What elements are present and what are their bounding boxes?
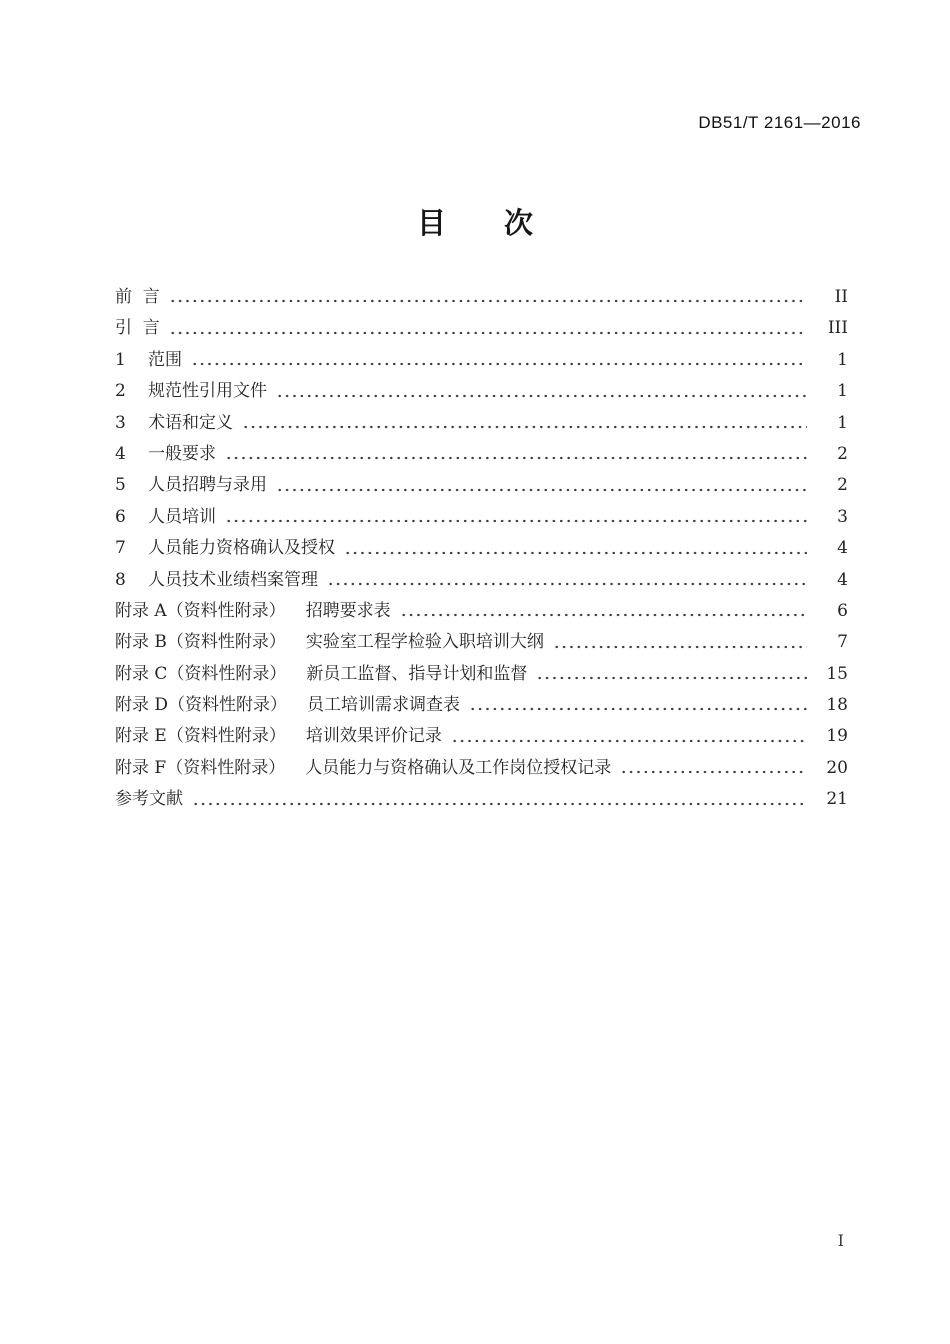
toc-entry — [115, 627, 848, 658]
toc-entry-title: 前 言 — [115, 287, 160, 307]
dot-leader — [169, 282, 807, 313]
toc-entry-page: 2 — [837, 443, 848, 464]
toc-entry — [115, 345, 848, 376]
toc-entry-page: 4 — [837, 538, 848, 559]
toc-entry-title: 规范性引用文件 — [148, 381, 267, 402]
toc-entry-page: 7 — [837, 632, 848, 653]
dot-leader — [225, 502, 807, 533]
toc-entry-title: 一般要求 — [148, 443, 216, 464]
toc-entry-title: 新员工监督、指导计划和监督 — [306, 663, 528, 684]
toc-entry — [115, 282, 848, 313]
toc-entry-page: 4 — [837, 569, 848, 590]
toc-entry-title: 人员能力资格确认及授权 — [148, 538, 335, 559]
toc-entry — [115, 439, 848, 470]
dot-leader — [620, 753, 807, 784]
dot-leader — [276, 376, 807, 407]
toc-entry-page: 20 — [826, 757, 848, 778]
toc-entry — [115, 533, 848, 564]
footer-page-number: I — [837, 1231, 844, 1250]
toc-entry-page: III — [827, 318, 848, 339]
toc-entry — [115, 565, 848, 596]
toc-entry-title: 术语和定义 — [148, 412, 233, 433]
dot-leader — [242, 408, 807, 439]
toc-entry-title: 招聘要求表 — [305, 600, 391, 621]
dot-leader — [553, 627, 807, 658]
dot-leader — [536, 659, 807, 690]
toc-entry-number: 附录 A（资料性附录） — [115, 600, 286, 621]
toc-entry-number: 附录 E（资料性附录） — [115, 726, 286, 747]
dot-leader — [451, 721, 807, 752]
dot-leader — [169, 313, 807, 344]
toc-entry — [115, 753, 848, 784]
toc-entry-title: 参考文献 — [115, 789, 183, 810]
toc-entry-title: 实验室工程学检验入职培训大纲 — [305, 632, 544, 653]
dot-leader — [225, 439, 807, 470]
toc-entry-title: 人员招聘与录用 — [148, 475, 267, 496]
toc-entry-page: 6 — [837, 600, 848, 621]
toc-entry — [115, 313, 848, 344]
toc-entry-number: 8 — [115, 569, 126, 590]
toc-entry-page: 2 — [837, 475, 848, 496]
dot-leader — [191, 345, 807, 376]
toc-entry — [115, 784, 848, 815]
toc-entry-number: 2 — [115, 381, 126, 402]
toc-entry-page: 1 — [837, 349, 848, 370]
toc-entry — [115, 470, 848, 501]
dot-leader — [469, 690, 807, 721]
toc-entry-page: 3 — [837, 506, 848, 527]
toc-entry-number: 5 — [115, 475, 126, 496]
toc-entry-page: 21 — [826, 789, 848, 810]
toc-entry-number: 附录 D（资料性附录） — [115, 695, 288, 716]
toc-entry-page: 18 — [826, 695, 848, 716]
toc-entry-number: 3 — [115, 412, 126, 433]
dot-leader — [327, 565, 807, 596]
toc-entry — [115, 502, 848, 533]
toc-entry-number: 附录 C（资料性附录） — [115, 663, 287, 684]
toc-entry-page: 1 — [837, 381, 848, 402]
dot-leader — [400, 596, 807, 627]
toc-entry — [115, 659, 848, 690]
toc-entry-page: 1 — [837, 412, 848, 433]
toc-entry-title: 培训效果评价记录 — [305, 726, 442, 747]
toc-entry — [115, 376, 848, 407]
toc-entry-number: 7 — [115, 538, 126, 559]
dot-leader — [344, 533, 807, 564]
page-title: 目 次 — [416, 206, 533, 240]
toc-entry-page: 15 — [826, 663, 848, 684]
toc-entry-title: 人员技术业绩档案管理 — [148, 569, 318, 590]
toc-entry-number: 6 — [115, 506, 126, 527]
toc-entry — [115, 721, 848, 752]
table-of-contents — [115, 282, 848, 816]
toc-entry — [115, 596, 848, 627]
toc-entry — [115, 690, 848, 721]
dot-leader — [192, 784, 807, 815]
toc-entry-title: 引 言 — [115, 318, 160, 339]
toc-entry-number: 附录 F（资料性附录） — [115, 757, 286, 778]
toc-entry-number: 1 — [115, 349, 126, 370]
toc-entry-number: 4 — [115, 443, 126, 464]
toc-entry-title: 范围 — [148, 349, 182, 370]
toc-entry — [115, 408, 848, 439]
standard-code: DB51/T 2161—2016 — [698, 113, 861, 132]
toc-entry-title: 人员能力与资格确认及工作岗位授权记录 — [305, 757, 612, 778]
toc-entry-page: 19 — [826, 726, 848, 747]
toc-entry-page: II — [834, 287, 848, 307]
dot-leader — [276, 470, 807, 501]
toc-entry-title: 人员培训 — [148, 506, 216, 527]
toc-entry-title: 员工培训需求调查表 — [307, 695, 461, 716]
toc-entry-number: 附录 B（资料性附录） — [115, 632, 286, 653]
